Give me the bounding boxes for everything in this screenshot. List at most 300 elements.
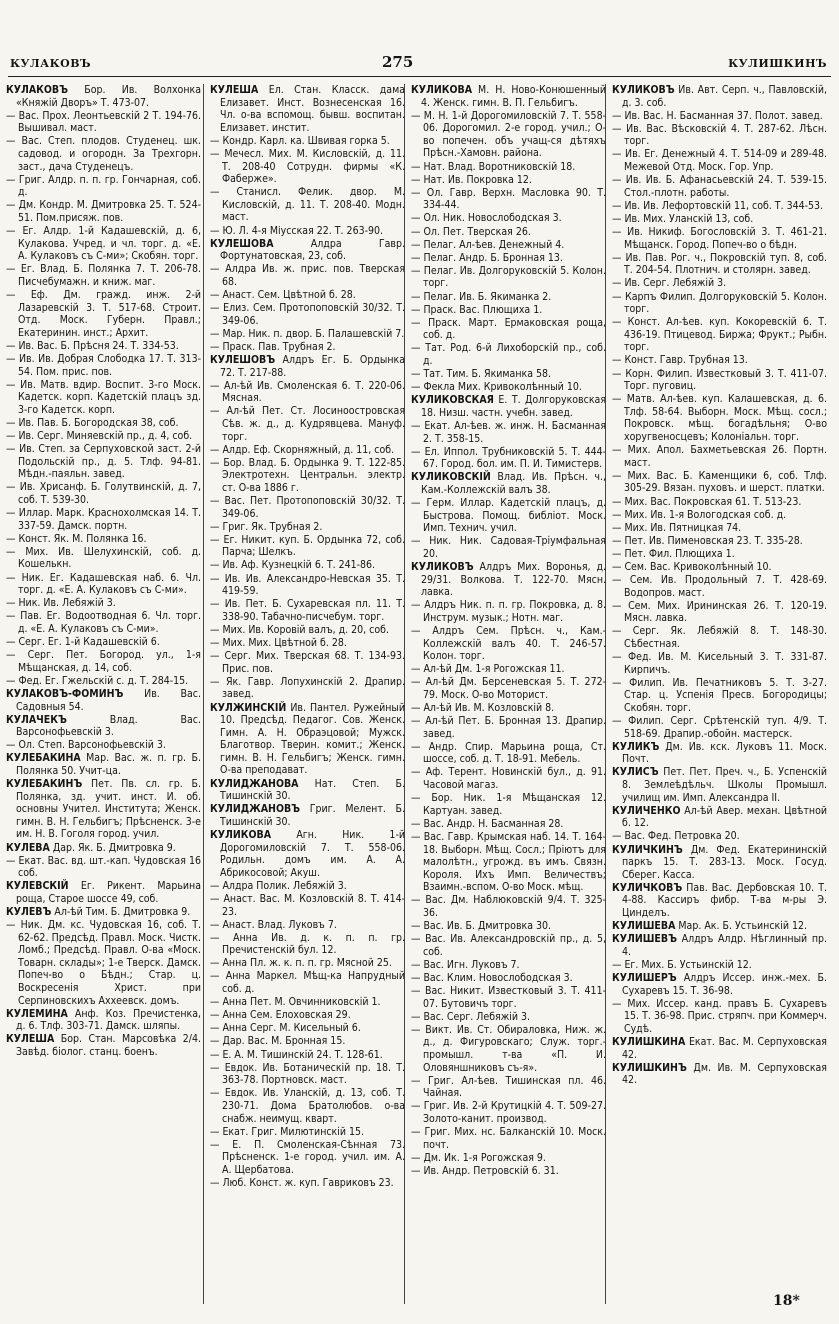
entry-surname: КУЛИШЕРЪ [612, 971, 677, 984]
entry-text: — Тат. Тим. Б. Якиманка 58. [411, 368, 552, 381]
directory-entry [210, 970, 405, 995]
entry-text: — Ел. Иппол. Трубниковскій 5. Т. 444-67. Город. бол. им. П. И. Тимистерв. [411, 445, 606, 471]
entry-text: — Матв. Ал-ѣев. куп. Калашевская, д. 6. Тлф. 58-64. Выборн. Моск. Мѣщ. сосл.; Покровск. мѣщ. богадѣльня; О-во хоругвеносцевъ; Колоніальн. торг. [612, 393, 827, 444]
entry-text: — Григ. Мих. нс. Балканскій 10. Моск. почт. [411, 1126, 606, 1151]
directory-entry [612, 959, 827, 972]
entry-text: — Вас. Ив. Б. Дмитровка 30. [411, 920, 552, 933]
entry-text: — Люб. Конст. ж. куп. Гавриковъ 23. [210, 1176, 394, 1189]
entry-text: — Вас. Дм. Наблюковскій 9/4. Т. 325-36. [411, 894, 606, 919]
entry-text: Алдръ Иссер. инж.-мех. Б. Сухаревъ 15. Т. 36-98. [622, 971, 827, 997]
directory-entry [411, 1165, 606, 1178]
entry-text: Екат. Вас. М. Серпуховская 42. [622, 1035, 827, 1061]
entry-text: — Фекла Мих. Кривоколѣнный 10. [411, 381, 582, 394]
entry-text: — Мих. Ив. 1-я Вологодская соб. д. [612, 508, 787, 521]
entry-text: — Корн. Филип. Известковый 3. Т. 411-07. Торг. пуговиц. [612, 367, 827, 393]
directory-entry [6, 675, 201, 688]
entry-text: — Григ. Алдр. п. п. гр. Гончарная, соб. д. [6, 173, 201, 199]
entry-text: Ив. Вас. Садовныя 54. [16, 687, 201, 713]
column-divider [404, 84, 405, 1304]
directory-entry [6, 855, 201, 880]
entry-text: Ал-ѣй Авер. механ. Цвѣтной б. 12. [622, 804, 827, 830]
entry-text: — Ив. Пав. Б. Богородская 38, соб. [6, 416, 179, 429]
entry-surname: КУЛИЧЕНКО [612, 804, 681, 817]
directory-entry [6, 572, 201, 597]
entry-text: — Сем. Мих. Ирининская 26. Т. 120-19. Мясн. лавка. [612, 599, 827, 625]
directory-entry [612, 844, 827, 882]
entry-text: — Анна Ив. д. к. п. п. гр. Пречистенскій бул. 12. [210, 931, 405, 957]
entry-text: Григ. Мелент. Б. Тишинскій 30. [220, 803, 405, 828]
entry-text: — Конст. Ал-ѣев. куп. Кокоревскій 6. Т. 436-19. Птицевод. Биржа; Фрукт.; Рыбн. торг. [612, 316, 827, 354]
entry-text: Пет. Пв. сл. гр. Б. Полянка, зд. учит. инст. И. об. основны Учител. Института; Женск. гимн. В. Н. Гельбигъ; Прѣсненск. 3-е им. Н. В. Гоголя город. учил. [16, 778, 201, 841]
directory-entry [210, 263, 405, 288]
entry-text: — Дар. Вас. М. Бронная 15. [210, 1035, 346, 1048]
directory-entry [612, 1062, 827, 1087]
entry-text: Дар. Як. Б. Дмитровка 9. [49, 841, 176, 854]
directory-entry [411, 394, 606, 419]
entry-text: Ив. Авт. Серп. ч., Павловскій, д. 3. соб. [622, 84, 827, 109]
entry-surname: КУЛЕША [6, 1033, 55, 1046]
entry-text: Ив. Пантел. Ружейный 10. Предсѣд. Педагог. Сов. Женск. Гимн. А. Н. Обраэцовой; Мужск. Благотвор. Тверин. комит.; Женск. гимн. В. Н. Гельбигъ; Женск. гимн. О-ва преподават. [220, 701, 405, 777]
entry-text: — Анаст. Вас. М. Козловскій 8. Т. 414-23. [210, 892, 405, 918]
entry-text: — Алдръ Сем. Прѣсн. ч., Кам.-Коллежскій валъ 40. Т. 246-57. Колон. торг. [411, 624, 606, 663]
directory-entry [411, 212, 606, 225]
directory-entry [612, 741, 827, 766]
directory-entry [612, 920, 827, 933]
directory-entry [6, 688, 201, 713]
directory-entry [612, 84, 827, 109]
directory-entry [210, 495, 405, 520]
entry-text: Мар. Ак. Б. Устьинскій 12. [675, 920, 807, 933]
directory-entry [6, 1008, 201, 1033]
directory-entry [612, 625, 827, 650]
entry-surname: КУЛЕВЪ [6, 906, 52, 918]
entry-text: — Ег. Мих. Б. Устьинскій 12. [612, 958, 752, 971]
directory-entry [6, 842, 201, 855]
directory-entry [210, 1126, 405, 1139]
running-header [0, 53, 839, 73]
directory-entry [612, 368, 827, 393]
entry-text: — Ив. Серг. Лебяжій 3. [612, 277, 727, 290]
column-divider [605, 84, 606, 1304]
entry-text: — Ив. Пет. Б. Сухаревская пл. 11. Т. 338-90. Табачно-писчебум. торг. [210, 598, 405, 623]
directory-entry [411, 342, 606, 367]
entry-text: — Андр. Спир. Марьина роща, Ст. шоссе, соб. д. Т. 18-91. Мебель. [411, 740, 606, 766]
directory-entry [411, 920, 606, 933]
entry-text: — Вас. Серг. Лебяжій 3. [411, 1010, 530, 1023]
entry-text: — Ив. Ив. Александро-Невская 35. Т. 419-59. [210, 572, 405, 598]
directory-entry [6, 340, 201, 353]
entry-text: — Анна Серг. М. Кисельный 6. [210, 1022, 361, 1035]
entry-surname: КУЛИШЕВА [612, 920, 676, 933]
directory-entry [210, 996, 405, 1009]
directory-entry [210, 148, 405, 186]
directory-entry [210, 238, 405, 263]
header-left-word: КУЛАКОВЪ [10, 57, 92, 70]
directory-entry [411, 252, 606, 265]
directory-entry [210, 1177, 405, 1190]
entry-text: — Вас. Никит. Известковый 3. Т. 411-07. Бутовичъ торг. [411, 985, 606, 1010]
directory-entry [210, 803, 405, 828]
entry-text: Алдръ Ег. Б. Ордынка 72. Т. 217-88. [220, 353, 405, 379]
directory-entry [411, 187, 606, 212]
entry-surname: КУЛИШКИНЪ [612, 1061, 687, 1074]
entry-text: — Ег. Влад. Б. Полянка 7. Т. 206-78. Писчебумажн. и книж. маг. [6, 263, 201, 288]
entry-text: Пет. Пет. Преч. ч., Б. Успенскій 8. Землеѣдѣльч. Школы Промышл. училищ им. Имп. Александра II. [622, 766, 827, 804]
entry-surname: КУЛАКОВЪ-ФОМИНЪ [6, 687, 124, 700]
directory-entry [6, 430, 201, 443]
entry-text: — Мих. Апол. Бахметьевская 26. Портн. маст. [612, 444, 827, 469]
directory-entry [612, 393, 827, 443]
directory-entry [612, 226, 827, 251]
directory-entry [210, 534, 405, 559]
directory-entry [612, 316, 827, 354]
entry-text: — Евдок. Ив. Уланскій, д. 13, соб. Т. 230-71. Дома Братолюбов. о-ва снабж. неимущ. кварт. [210, 1087, 405, 1125]
directory-entry [612, 174, 827, 199]
directory-entry [411, 110, 606, 160]
directory-entry [6, 546, 201, 571]
directory-entry [411, 420, 606, 445]
directory-entry [6, 880, 201, 905]
directory-entry [411, 291, 606, 304]
directory-entry [6, 289, 201, 339]
entry-text: — Екат. Ал-ѣев. ж. инж. Н. Басманная 2. Т. 358-15. [411, 419, 606, 445]
entry-text: — Екат. Григ. Милютинскій 15. [210, 1125, 365, 1138]
directory-entry [6, 507, 201, 532]
page-number: 275 [382, 53, 414, 71]
entry-text: — Филип. Ив. Печатниковъ 5. Т. 3-27. Стар. ц. Успенія Пресв. Богородицы; Скобян. торг. [612, 676, 827, 714]
directory-entry [6, 597, 201, 610]
directory-entry [612, 574, 827, 599]
directory-entry [6, 752, 201, 777]
directory-entry [210, 1087, 405, 1125]
entry-text: — Е. А. М. Тишинскій 24. Т. 128-61. [210, 1048, 383, 1061]
directory-entry [6, 417, 201, 430]
directory-entry [612, 600, 827, 625]
entry-text: Бор. Ив. Волхонка «Княжій Дворъ» Т. 473-07. [16, 84, 201, 109]
directory-entry [411, 933, 606, 958]
entry-text: — Анна Пл. ж. к. п. п. гр. Мясной 25. [210, 957, 392, 970]
entry-text: — Пелаг. Андр. Б. Бронная 13. [411, 251, 563, 264]
entry-text: — Карпъ Филип. Долгоруковскій 5. Колон. торг. [612, 290, 827, 316]
directory-entry [210, 624, 405, 637]
directory-entry [6, 649, 201, 674]
entry-text: — Ив. Вас. Б. Прѣсня 24. Т. 334-53. [6, 339, 179, 352]
entry-text: — Анна Сем. Елоховская 29. [210, 1009, 351, 1022]
directory-entry [411, 239, 606, 252]
directory-entry [612, 123, 827, 148]
directory-entry [6, 636, 201, 649]
directory-entry [6, 443, 201, 481]
entry-text: — Филип. Серг. Срѣтенскій туп. 4/9. Т. 518-69. Драпир.-обойн. мастерск. [612, 715, 827, 740]
directory-entry [411, 317, 606, 342]
entry-text: — Серг. Як. Лебяжій 8. Т. 148-30. Сѣбестная. [612, 625, 827, 651]
directory-entry [411, 1011, 606, 1024]
directory-entry [411, 1024, 606, 1074]
directory-entry [411, 1075, 606, 1100]
entry-text: — Ол. Гавр. Верхн. Масловка 90. Т. 334-44. [411, 186, 606, 212]
directory-entry [411, 702, 606, 715]
entry-text: — Ив. Матв. вдир. Воспит. 3-го Моск. Кадетск. корп. Кадетскій плацъ зд. 3-го Кадетск. корп. [6, 378, 201, 416]
entry-text: — Ив. Пав. Рог. ч., Покровскій туп. 8, соб. Т. 204-54. Плотнич. и столярн. завед. [612, 251, 827, 277]
entry-text: — Нат. Влад. Воротниковскій 18. [411, 160, 576, 173]
directory-entry [411, 741, 606, 766]
entry-text: — Анна Пет. М. Овчинниковскій 1. [210, 996, 381, 1009]
directory-entry [210, 1009, 405, 1022]
entry-text: Ел. Стан. Класск. дама Елизавет. Инст. Вознесенская 16. Чл. о-ва вспомощ. бывш. воспитан. Елизавет. инстит. [220, 84, 405, 134]
directory-entry [612, 1036, 827, 1061]
entry-text: — Герм. Иллар. Кадетскій плацъ, д. Быстрова. Помощ. библіот. Моск. Имп. Технич. учил. [411, 497, 606, 535]
entry-surname: КУЛИКЪ [612, 740, 660, 753]
entry-text: — Вас. Фед. Петровка 20. [612, 830, 740, 843]
header-right-word: КУЛИШКИНЪ [728, 57, 827, 70]
directory-entry [612, 496, 827, 509]
directory-entry [210, 457, 405, 495]
column-4 [612, 84, 827, 1304]
column-divider [203, 84, 204, 1304]
entry-text: — Ник. Ег. Кадашевская наб. 6. Чл. торг. д. «Е. А. Кулаковъ съ С-ми». [6, 571, 201, 597]
entry-text: — Серг. Ег. 1-й Кадашевскій 6. [6, 636, 160, 649]
entry-text: — Як. Гавр. Лопухинскій 2. Драпир. завед. [210, 675, 405, 701]
entry-text: — Алдра Полик. Лебяжій 3. [210, 879, 347, 892]
directory-entry [210, 1139, 405, 1177]
entry-text: — Мар. Ник. п. двор. Б. Палашевскій 7. [210, 327, 405, 340]
entry-surname: КУЛЕШОВА [210, 237, 274, 250]
directory-entry [210, 328, 405, 341]
entry-text: — Ив. Степ. за Серпуховской заст. 2-й Подольскій пр., д. 5. Тлф. 94-81. Мѣдн.-паяльн. завед. [6, 443, 201, 481]
entry-text: М. Н. Ново-Конюшенный 4. Женск. гимн. В. П. Гельбигъ. [421, 84, 606, 109]
entry-text: — Ив. Серг. Миняевскій пр., д. 4, соб. [6, 430, 193, 443]
directory-entry [411, 497, 606, 535]
entry-text: — Алдр. Еф. Скорняжный, д. 11, соб. [210, 443, 395, 456]
entry-text: Дм. Фед. Екатерининскій паркъ 15. Т. 283-13. Моск. Госуд. Сберег. Касса. [622, 843, 827, 881]
directory-entry [210, 676, 405, 701]
directory-entry [6, 110, 201, 135]
entry-text: — Ив. Ив. Б. Афанасьевскій 24. Т. 539-15. Стол.-плотн. работы. [612, 174, 827, 199]
entry-text: Дм. Ив. М. Серпуховская 42. [622, 1061, 827, 1087]
directory-entry [411, 599, 606, 624]
directory-entry [612, 148, 827, 173]
directory-entry [411, 1152, 606, 1165]
entry-surname: КУЛИКОВЪ [411, 560, 474, 573]
entry-text: — Ник. Дм. кс. Чудовская 16, соб. Т. 62-62. Предсѣд. Правл. Моск. Чистк. Ломб.; Предсѣд. Правл. О-ва «Моск. Товарн. склады»; 1-е Тверск. Дамск. Попеч-во о Бѣдн.; Стар. ц. Воскресенія Христ. при Серпиновскихъ Аххеевск. домъ. [6, 919, 201, 1007]
entry-text: Влад. Ив. Прѣсн. ч., Кам.-Коллежскій валъ 38. [421, 471, 606, 496]
directory-entry [411, 818, 606, 831]
entry-text: — Серг. Мих. Тверская 68. Т. 134-93. Прис. пов. [210, 650, 405, 675]
entry-text: — Дм. Кондр. М. Дмитровка 25. Т. 524-51. Пом.присяж. пов. [6, 199, 201, 224]
entry-text: — Сем. Ив. Продольный 7. Т. 428-69. Водопров. маст. [612, 574, 827, 599]
entry-text: — Е. П. Смоленская-Сѣнная 73. Прѣсненск. 1-е город. учил. им. А. А. Щербатова. [210, 1138, 405, 1176]
entry-text: — Ал-ѣй Дм. 1-я Рогожская 11. [411, 663, 565, 676]
entry-text: Ал-ѣй Тим. Б. Дмитровка 9. [51, 906, 191, 918]
directory-entry [210, 880, 405, 893]
directory-entry [411, 1126, 606, 1151]
entry-text: — Ю. Л. 4-я Мiусская 22. Т. 263-90. [210, 224, 384, 237]
entry-text: — Григ. Як. Трубная 2. [210, 520, 323, 533]
directory-entry [6, 263, 201, 288]
directory-entry [6, 919, 201, 1007]
directory-entry [612, 972, 827, 997]
entry-text: — Вас. Игн. Луковъ 7. [411, 958, 520, 971]
entry-text: — Аф. Терент. Новинскій бул., д. 91. Часовой магаз. [411, 766, 606, 792]
directory-entry [210, 405, 405, 443]
entry-text: — Тат. Род. 6-й Лихоборскій пр., соб. д. [411, 342, 606, 367]
directory-entry [612, 998, 827, 1036]
entry-surname: КУЛИЧКОВЪ [612, 881, 683, 894]
entry-text: — Еф. Дм. гражд. инж. 2-й Лазаревскій 3. Т. 517-68. Строит. Отд. Моск. Губерн. Правл.; Екатеринин. инст.; Архит. [6, 289, 201, 339]
directory-entry [6, 481, 201, 506]
entry-text: — Евдок. Ив. Ботаническій пр. 18. Т. 363-78. Портновск. маст. [210, 1061, 405, 1087]
entry-text: Агн. Ник. 1-й Дорогомиловскій 7. Т. 558-06. Родильн. домъ им. А. А. Абрикосовой; Акуш. [220, 828, 405, 879]
entry-surname: КУЛЕША [210, 84, 259, 96]
directory-entry [411, 676, 606, 701]
directory-entry [210, 302, 405, 327]
entry-text: — Праск. Пав. Трубная 2. [210, 340, 336, 353]
entry-text: — Вас. Клим. Новослободская 3. [411, 971, 573, 984]
directory-entry [6, 84, 201, 109]
entry-text: — Вас. Андр. Н. Басманная 28. [411, 817, 564, 830]
directory-entry [6, 1033, 201, 1058]
entry-surname: КУЛИШЕВЪ [612, 933, 677, 946]
directory-entry [210, 702, 405, 778]
directory-entry [411, 894, 606, 919]
directory-entry [411, 226, 606, 239]
header-rule [8, 76, 831, 77]
entry-text: — Ив. Ив. Лефортовскій 11, соб. Т. 344-53. [612, 199, 824, 212]
entry-text: — Вас. Пет. Протопоповскій 30/32. Т. 349-06. [210, 495, 405, 520]
directory-entry [210, 135, 405, 148]
directory-entry [210, 289, 405, 302]
entry-text: — Праск. Вас. Плющиха 1. [411, 303, 543, 316]
directory-entry [210, 521, 405, 534]
entry-text: — Викт. Ив. Ст. Обираловка, Ниж. ж. д., д. Фигуровскаго; Служ. торг.-промышл. т-ва «П. И. Оловяншниковъ съ-я». [411, 1023, 606, 1074]
entry-text: — Анаст. Сем. Цвѣтной б. 28. [210, 289, 356, 301]
entry-text: Алдръ Мих. Воронья, д. 29/31. Волкова. Т. 122-70. Мясн. лавка. [421, 560, 606, 599]
entry-text: — Вас. Степ. плодов. Студенец. шк. садовод. и огородн. За Трехгорн. заст., дача Студенецъ. [6, 135, 201, 173]
entry-surname: КУЛИКОВЪ [612, 84, 675, 96]
directory-entry [6, 533, 201, 546]
entry-text: — Сем. Вас. Кривоколѣнный 10. [612, 560, 772, 573]
directory-entry [411, 985, 606, 1010]
directory-entry [612, 830, 827, 843]
entry-surname: КУЛИКОВА [411, 84, 473, 96]
directory-entry [210, 650, 405, 675]
entry-text: — Вас. Ив. Александровскій пр., д. 5, соб. [411, 933, 606, 958]
directory-entry [6, 199, 201, 224]
directory-entry [411, 561, 606, 599]
directory-entry [411, 368, 606, 381]
entry-text: Анф. Коз. Пречистенка, д. 6. Тлф. 303-71. Дамск. шляпы. [16, 1007, 201, 1033]
directory-entry [411, 265, 606, 290]
entry-text: — Мих. Вас. Б. Каменщики 6, соб. Тлф. 305-29. Вязан. пуховъ. и шерст. платки. [612, 469, 827, 495]
directory-entry [612, 535, 827, 548]
entry-text: — Кондр. Карл. ка. Швивая горка 5. [210, 134, 390, 147]
entry-text: — Мих. Вас. Покровская 61. Т. 513-23. [612, 495, 802, 508]
entry-text: — Алдръ Ник. п. п. гр. Покровка, д. 8. Инструм. музык.; Нотн. маг. [411, 599, 606, 624]
directory-entry [411, 715, 606, 740]
entry-surname: КУЛЕВА [6, 841, 50, 854]
directory-entry [210, 380, 405, 405]
directory-entry [411, 84, 606, 109]
directory-entry [612, 561, 827, 574]
directory-entry [210, 1049, 405, 1062]
entry-surname: КУЛЕБАКИНА [6, 752, 81, 765]
directory-entry [210, 186, 405, 224]
directory-entry [210, 225, 405, 238]
directory-entry [210, 957, 405, 970]
entry-surname: КУЛИКОВСКІЙ [411, 471, 491, 484]
entry-text: Е. Т. Долгоруковская 18. Низш. частн. учебн. завед. [421, 394, 606, 419]
entry-text: — Ал-ѣй Ив. М. Козловскій 8. [411, 702, 555, 714]
entry-text: — Конст. Як. М. Полянка 16. [6, 532, 147, 545]
entry-text: — Нат. Ив. Покровка 12. [411, 173, 532, 186]
directory-entry [210, 1035, 405, 1048]
entry-text: — Ник. Ив. Лебяжій 3. [6, 597, 116, 610]
entry-text: Бор. Стан. Марсовѣка 2/4. Завѣд. біолог. станц. боенъ. [16, 1033, 201, 1059]
entry-surname: КУЛЕВСКІЙ [6, 880, 69, 893]
directory-entry [411, 446, 606, 471]
directory-entry [612, 805, 827, 830]
entry-text: — Ол. Степ. Варсонофьевскій 3. [6, 739, 166, 752]
directory-entry [210, 893, 405, 918]
directory-entry [411, 766, 606, 791]
entry-text: — Ив. Мих. Уланскій 13, соб. [612, 212, 754, 225]
directory-entry [6, 714, 201, 739]
entry-surname: КУЛИКОВСКАЯ [411, 394, 494, 407]
entry-text: Алдръ Алдр. Нѣглинный пр. 4. [622, 933, 827, 958]
entry-text: Мар. Вас. ж. п. гр. Б. Полянка 50. Учит-ца. [16, 752, 201, 777]
directory-entry [411, 972, 606, 985]
directory-entry [6, 739, 201, 752]
directory-entry [210, 919, 405, 932]
directory-entry [612, 522, 827, 535]
entry-text: — Станисл. Фелик. двор. М. Кисловскій, д. 11. Т. 208-40. Модн. маст. [210, 186, 405, 224]
entry-text: — Ив. Ег. Денежный 4. Т. 514-09 и 289-48. Межевой Отд. Моск. Гор. Упр. [612, 148, 827, 174]
directory-entry [6, 610, 201, 635]
entry-text: — Мих. Ив. Пятницкая 74. [612, 521, 742, 534]
entry-surname: КУЛЖИНСКІЙ [210, 701, 287, 714]
directory-entry [612, 651, 827, 676]
entry-surname: КУЛЕШОВЪ [210, 353, 276, 366]
signature-mark: 18* [773, 1293, 800, 1309]
entry-text: — Ив. Ив. Добрая Слободка 17. Т. 313-54. Пом. прис. пов. [6, 352, 201, 378]
entry-surname: КУЛЕМИНА [6, 1007, 68, 1020]
directory-entry [612, 444, 827, 469]
directory-entry [411, 663, 606, 676]
directory-entry [612, 470, 827, 495]
directory-entry [612, 213, 827, 226]
entry-text: — Ник. Ник. Садовая-Тріумфальная 20. [411, 535, 606, 560]
entry-surname: КУЛЕБАКИНЪ [6, 778, 83, 791]
entry-text: — Анна Маркел. Мѣщ-ка Напрудный соб. д. [210, 970, 405, 996]
entry-text: — Мечесл. Мих. М. Кисловскій, д. 11. Т. 208-40 Сотрудн. фирмы «К. Фаберже». [210, 147, 405, 186]
entry-surname: КУЛИКОВА [210, 828, 272, 841]
entry-text: — Ол. Ник. Новослободская 3. [411, 212, 562, 225]
entry-text: — Ив. Аф. Кузнецкій 6. Т. 241-86. [210, 559, 376, 572]
directory-entry [210, 778, 405, 803]
directory-entry [612, 677, 827, 715]
entry-text: — Пелаг. Ив. Долгоруковскій 5. Колон. торг. [411, 264, 606, 290]
directory-entry [411, 381, 606, 394]
entry-text: — Ег. Никит. куп. Б. Ордынка 72, соб. Парча; Шелкъ. [210, 533, 405, 559]
entry-text: — Пет. Ив. Пименовская 23. Т. 335-28. [612, 534, 803, 547]
entry-text: Пав. Вас. Дербовская 10. Т. 4-88. Кассиръ фибр. Т-ва м-ры Э. Цинделъ. [622, 881, 827, 919]
column-3 [411, 84, 606, 1304]
directory-entry [612, 933, 827, 958]
directory-entry [210, 1062, 405, 1087]
directory-entry [210, 573, 405, 598]
directory-entry [612, 110, 827, 123]
entry-text: — Мих. Ив. Шелухинскій, соб. д. Кошелькн. [6, 545, 201, 571]
